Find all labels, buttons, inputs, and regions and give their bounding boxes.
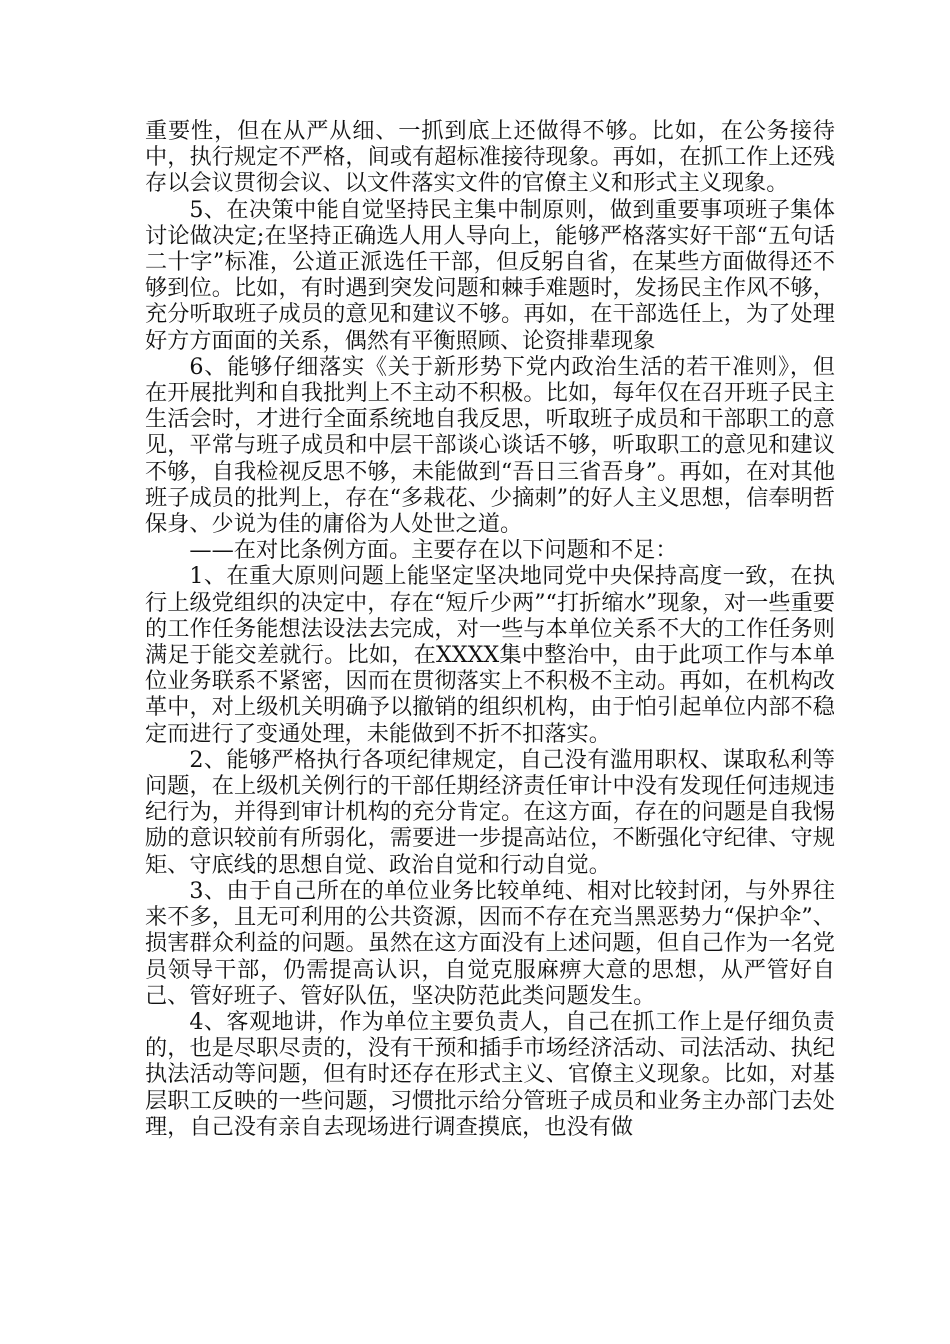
paragraph-3: 6、能够仔细落实《关于新形势下党内政治生活的若干准则》，但在开展批判和自我批判上不主动不积极。比如，每年仅在召开班子民主生活会时，才进行全面系统地自我反思，听取班子成员和干部职工的意见，平常与班子成员和中层干部谈心谈话不够，听取职工的意见和建议不够，自我检视反思不够，未能做到“吾日三省吾身”。再如，在对其他班子成员的批判上，存在“多栽花、少摘刺”的好人主义思想，信奉明哲保身、少说为佳的庸俗为人处世之道。 — [145, 353, 835, 538]
paragraph-5: 2、能够严格执行各项纪律规定，自己没有滥用职权、谋取私利等问题，在上级机关例行的干部任期经济责任审计中没有发现任何违规违纪行为，并得到审计机构的充分肯定。在这方面，存在的问题是自我惕励的意识较前有所弱化，需要进一步提高站位，不断强化守纪律、守规矩、守底线的思想自觉、政治自觉和行动自觉。 — [145, 746, 835, 878]
document-body — [145, 118, 835, 1140]
section-heading: ——在对比条例方面。主要存在以下问题和不足： — [189, 537, 678, 564]
paragraph-4: 1、在重大原则问题上能坚定坚决地同党中央保持高度一致，在执行上级党组织的决定中，存在“短斤少两”“打折缩水”现象，对一些重要的工作任务能想法设法去完成，对一些与本单位关系不大的工作任务则满足于能交差就行。比如，在XXXX集中整治中，由于此项工作与本单位业务联系不紧密，因而在贯彻落实上不积极不主动。再如，在机构改革中，对上级机关明确予以撤销的组织机构，由于怕引起单位内部不稳定而进行了变通处理，未能做到不折不扣落实。 — [145, 563, 835, 747]
paragraph-1: 重要性，但在从严从细、一抓到底上还做得不够。比如，在公务接待中，执行规定不严格，间或有超标准接待现象。再如，在抓工作上还残存以会议贯彻会议、以文件落实文件的官僚主义和形式主义现象。 — [145, 118, 835, 197]
paragraph-6: 3、由于自己所在的单位业务比较单纯、相对比较封闭，与外界往来不多，且无可利用的公共资源，因而不存在充当黑恶势力“保护伞”、损害群众利益的问题。虽然在这方面没有上述问题，但自己作为一名党员领导干部，仍需提高认识，自觉克服麻痹大意的思想，从严管好自己、管好班子、管好队伍，坚决防范此类问题发生。 — [145, 877, 835, 1009]
paragraph-2: 5、在决策中能自觉坚持民主集中制原则，做到重要事项班子集体讨论做决定;在坚持正确选人用人导向上，能够严格落实好干部“五句话二十字”标准，公道正派选任干部，但反躬自省，在某些方面做得还不够到位。比如，有时遇到突发问题和棘手难题时，发扬民主作风不够，充分听取班子成员的意见和建议不够。再如，在干部选任上，为了处理好方方面面的关系，偶然有平衡照顾、论资排辈现象 — [145, 196, 835, 354]
paragraph-7: 4、客观地讲，作为单位主要负责人，自己在抓工作上是仔细负责的，也是尽职尽责的，没有干预和插手市场经济活动、司法活动、执纪执法活动等问题，但有时还存在形式主义、官僚主义现象。比如，对基层职工反映的一些问题，习惯批示给分管班子成员和业务主办部门去处理，自己没有亲自去现场进行调查摸底，也没有做 — [145, 1008, 835, 1140]
